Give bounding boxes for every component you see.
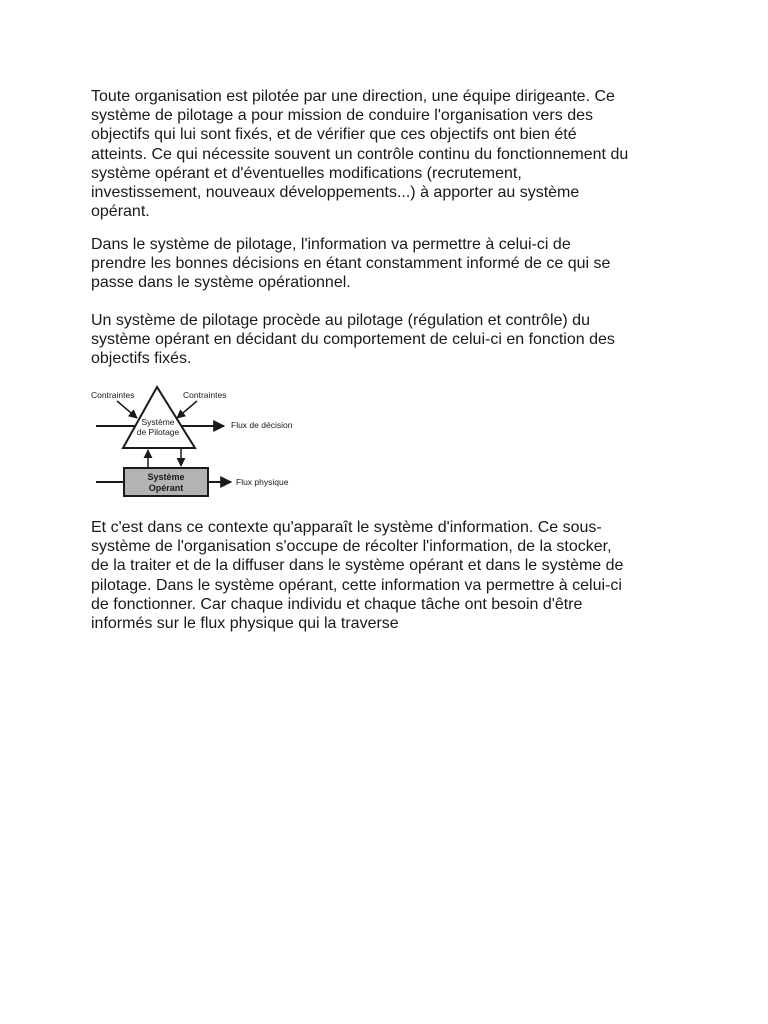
text-line: atteints. Ce qui nécessite souvent un contrôle continu du fonctionnement du [91,145,629,163]
text-line: Un système de pilotage procède au pilotage (régulation et contrôle) du [91,312,590,329]
text-line: investissement, nouveaux développements...) à apporter au système [91,184,580,202]
constraint-right-arrow [177,401,197,418]
text-line: prendre les bonnes décisions en étant constamment informé de ce qui se [91,255,611,273]
paragraph-1 [91,87,687,221]
text-line: Et c'est dans ce contexte qu'apparaît le système d'information. Ce sous- [91,519,602,536]
text-line: pilotage. Dans le système opérant, cette information va permettre à celui-ci [91,576,622,594]
text-line: de la traiter et de la diffuser dans le système opérant et dans le système de [91,557,624,575]
constraint-left-label: Contraintes [91,390,135,400]
text-line: objectifs qui lui sont fixés, et de vérifier que ces objectifs ont bien été [91,126,577,144]
text-line: Toute organisation est pilotée par une direction, une équipe dirigeante. Ce [91,88,615,105]
text-line: Dans le système de pilotage, l'information va permettre à celui-ci de [91,236,571,253]
decision-flow-label: Flux de décision [231,420,293,430]
text-line: de fonctionner. Car chaque individu et chaque tâche ont besoin d'être [91,595,583,613]
operant-label-line1: Système [147,472,185,482]
text-line: système opérant et d'éventuelles modifications (recrutement, [91,164,522,182]
text-line: passe dans le système opérationnel. [91,274,351,292]
constraint-right-label: Contraintes [183,390,227,400]
text-line: système de l'organisation s'occupe de récolter l'information, de la stocker, [91,538,612,556]
system-diagram [91,384,301,498]
paragraph-2 [91,235,687,293]
paragraph-4 [91,518,687,633]
pilot-label-line1: Système [141,417,175,427]
text-line: objectifs fixés. [91,350,192,368]
text-line: informés sur le flux physique qui la traverse [91,615,399,633]
constraint-left-arrow [117,401,137,418]
text-line: opérant. [91,203,150,221]
operant-label-line2: Opérant [148,483,184,493]
system-diagram-svg [91,384,301,498]
physical-flow-label: Flux physique [236,477,289,487]
paragraph-3 [91,311,687,369]
text-line: système de pilotage a pour mission de conduire l'organisation vers des [91,107,593,125]
pilot-label-line2: de Pilotage [136,427,180,437]
text-line: système opérant en décidant du comportement de celui-ci en fonction des [91,331,615,349]
